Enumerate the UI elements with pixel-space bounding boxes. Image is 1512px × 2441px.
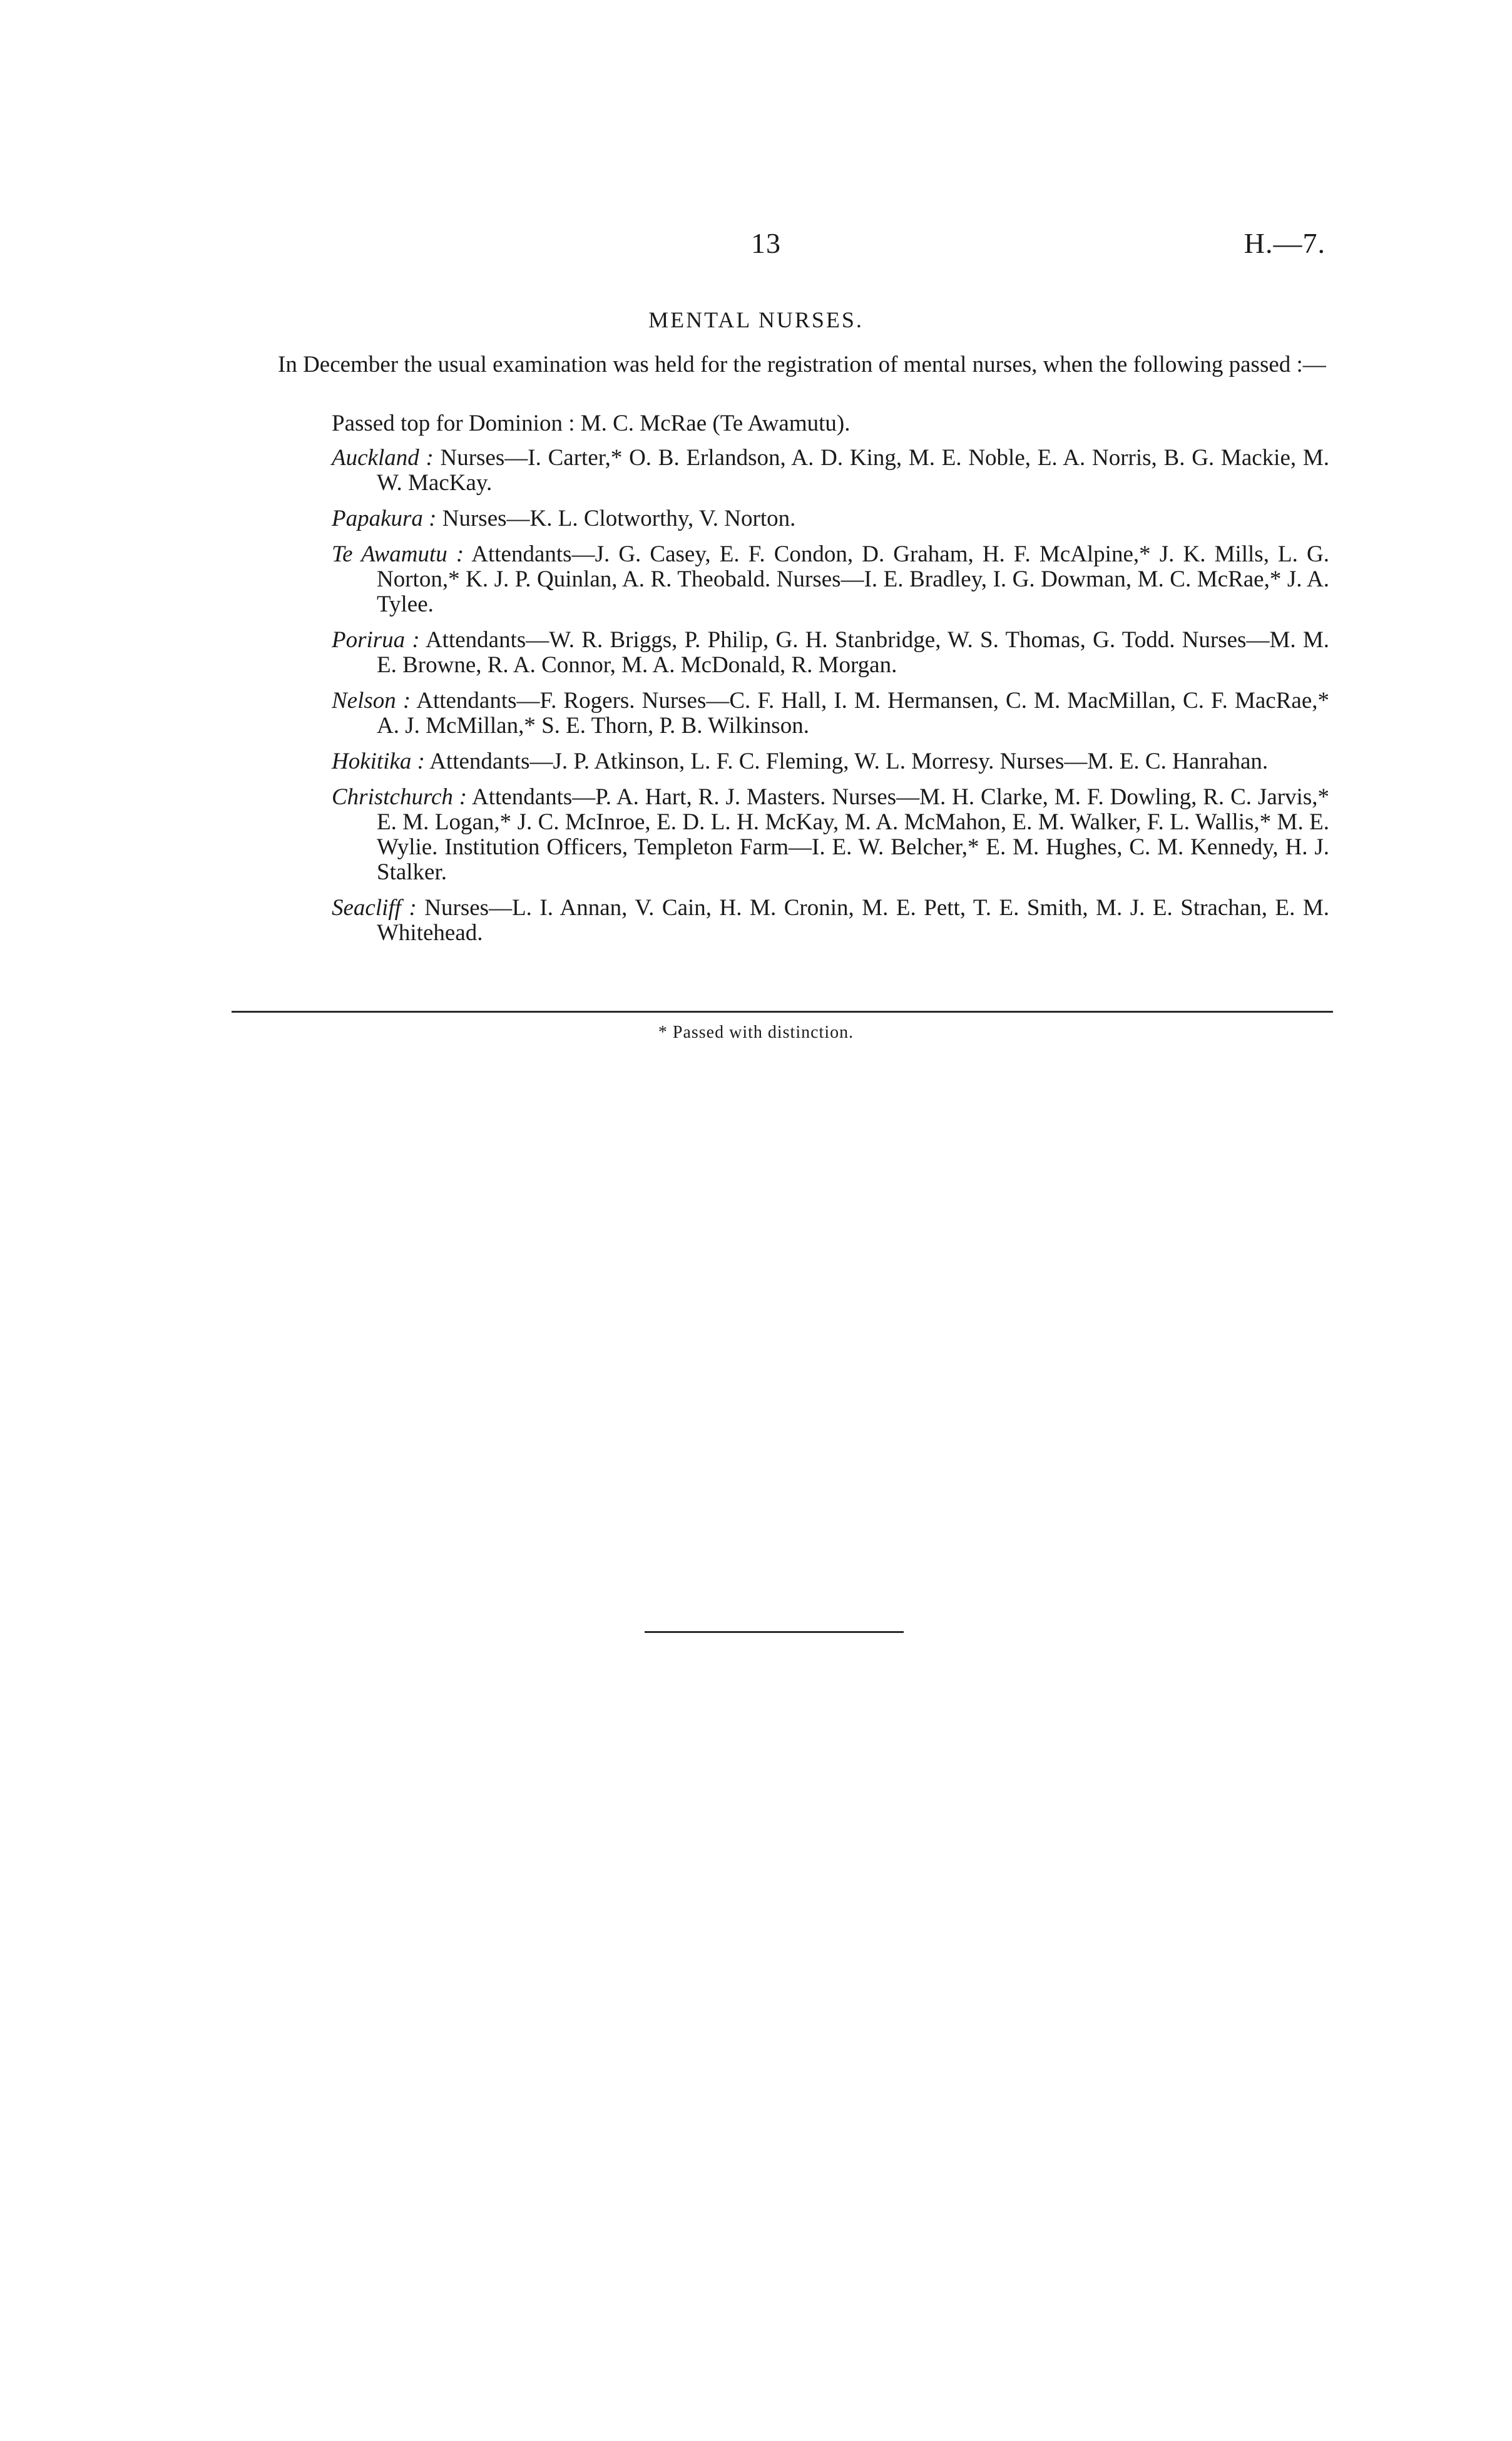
page-number: 13	[751, 227, 781, 259]
end-rule	[645, 1631, 904, 1633]
footnote-divider	[232, 1011, 1333, 1013]
entry-names: Nurses—L. I. Annan, V. Cain, H. M. Cronin, M. E. Pett, T. E. Smith, M. J. E. Strachan, E. M. Whitehead.	[377, 895, 1329, 946]
entry-names: Attendants—F. Rogers. Nurses—C. F. Hall, I. M. Hermansen, C. M. MacMillan, C. F. MacRae,* A. J. McMillan,* S. E. Thorn, P. B. Wilkinson.	[377, 688, 1329, 739]
entry-hokitika	[332, 749, 1329, 774]
entry-place: Christchurch :	[332, 784, 467, 810]
entry-place: Auckland :	[332, 445, 434, 471]
entry-place: Nelson :	[332, 688, 411, 714]
entry-names: Nurses—K. L. Clotworthy, V. Norton.	[436, 506, 796, 531]
document-reference: H.—7.	[1244, 227, 1326, 259]
entry-place: Papakura :	[332, 506, 437, 531]
entry-christchurch	[332, 785, 1329, 885]
entry-place: Te Awamutu :	[332, 541, 464, 567]
entry-nelson	[332, 688, 1329, 739]
top-for-dominion: Passed top for Dominion : M. C. McRae (Te Awamutu).	[332, 411, 850, 436]
entry-auckland	[332, 446, 1329, 496]
entry-names: Nurses—I. Carter,* O. B. Erlandson, A. D. King, M. E. Noble, E. A. Norris, B. G. Mackie, M. W. MacKay.	[377, 445, 1330, 496]
section-title: MENTAL NURSES.	[648, 307, 864, 332]
intro-paragraph: In December the usual examination was held for the registration of mental nurses, when the following passed :—	[278, 352, 1326, 377]
entry-names: Attendants—J. P. Atkinson, L. F. C. Fleming, W. L. Morresy. Nurses—M. E. C. Hanrahan.	[424, 749, 1269, 774]
entry-seacliff	[332, 896, 1329, 946]
entry-names: Attendants—W. R. Briggs, P. Philip, G. H. Stanbridge, W. S. Thomas, G. Todd. Nurses—M. M. E. Browne, R. A. Connor, M. A. McDonald, R. Morgan.	[377, 627, 1329, 678]
entry-names: Attendants—P. A. Hart, R. J. Masters. Nurses—M. H. Clarke, M. F. Dowling, R. C. Jarvis,* E. M. Logan,* J. C. McInroe, E. D. L. H. McKay, M. A. McMahon, E. M. Walker, F. L. Wallis,* M. E. Wylie. Institution Officers, Templeton Farm—I. E. W. Belcher,* E. M. Hughes, C. M. Kennedy, H. J. Stalker.	[377, 784, 1329, 885]
entry-place: Porirua :	[332, 627, 420, 653]
entry-place: Seacliff :	[332, 895, 417, 921]
entry-papakura	[332, 506, 1329, 531]
results-list	[332, 446, 1329, 956]
footnote: * Passed with distinction.	[658, 1023, 854, 1042]
entry-place: Hokitika :	[332, 749, 425, 774]
entry-te-awamutu	[332, 542, 1329, 617]
entry-porirua	[332, 628, 1329, 678]
entry-names: Attendants—J. G. Casey, E. F. Condon, D. Graham, H. F. McAlpine,* J. K. Mills, L. G. Norton,* K. J. P. Quinlan, A. R. Theobald. Nurses—I. E. Bradley, I. G. Dowman, M. C. McRae,* J. A. Tylee.	[377, 541, 1329, 617]
